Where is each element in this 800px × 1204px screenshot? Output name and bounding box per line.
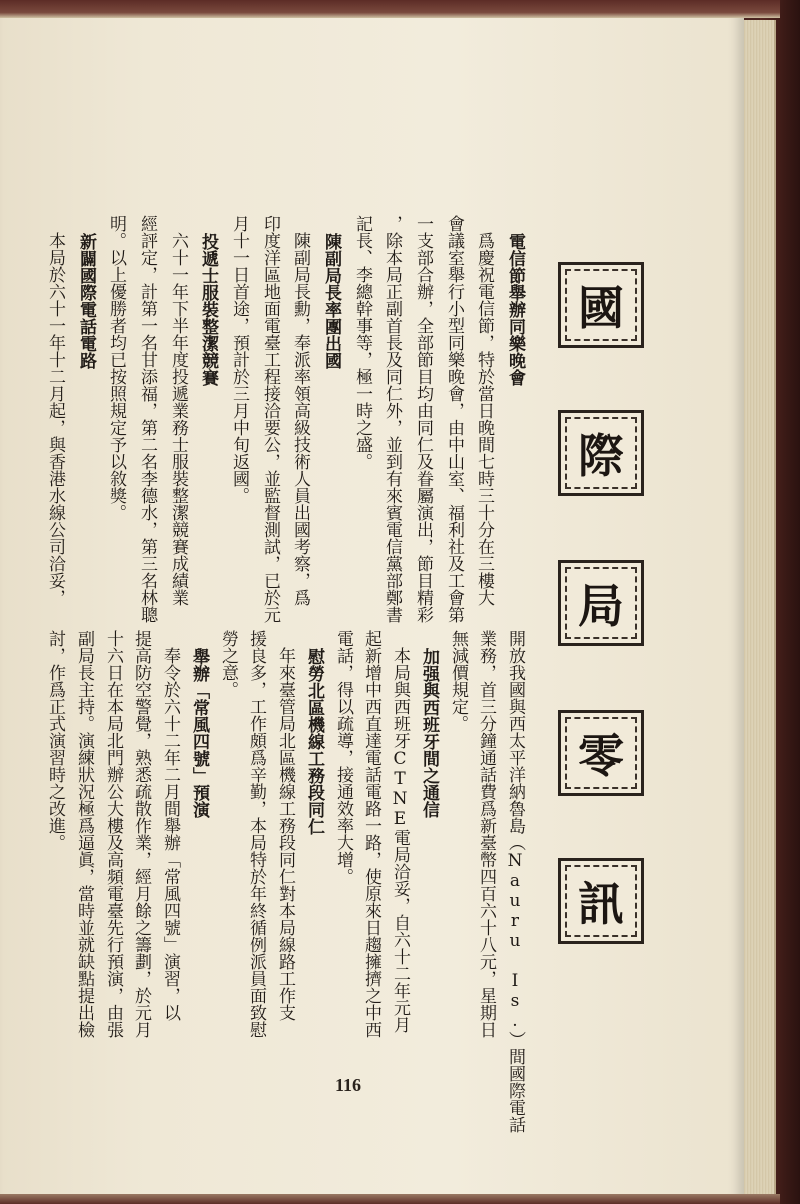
article-text: 年來臺管局北區機線工務段同仁對本局線路工作支 [275,630,295,1021]
page-top-edge [0,0,780,18]
article-text: 陳副局長勳，奉派率領高級技術人員出國考察，爲 [290,215,310,606]
article-text: 明。以上優勝者均已按照規定予以敘獎。 [106,215,126,521]
article-text: 電話，得以疏導，接通效率大增。 [333,630,353,885]
article-text: 經評定，計第一名甘添福，第二名李德水，第三名林聰 [137,215,157,623]
article-text: 開放我國與西太平洋納魯島（Nauru Is.）間國際電話 [505,630,525,1133]
article-text: 奉令於六十二年二月間舉辦「常風四號」演習，以 [160,630,180,1021]
article-heading: 投遞士服裝整潔競賽 [198,233,218,386]
article-heading: 電信節舉辦同樂晚會 [505,233,525,386]
page-bottom-edge [0,1194,780,1204]
article-heading: 慰勞北區機線工務段同仁 [304,648,324,835]
article-text: 討，作爲正式演習時之改進。 [45,630,65,851]
article-text: 十六日在本局北門辦公大樓及高頻電臺先行預演，由張 [103,630,123,1038]
article-text: 業務，首三分鐘通話費爲新臺幣四百六十八元，星期日 [476,630,496,1038]
title-char: 際 [578,429,624,483]
title-box-3 [558,560,644,646]
article-text: 本局與西班牙CTNE電局洽妥，自六十二年元月 [390,630,410,1033]
page-number: 116 [335,1075,362,1095]
article-text: 月十一日首途，預計於三月中旬返國。 [229,215,249,504]
article-text: 援良多，工作頗爲辛勤，本局特於年終循例派員面致慰 [246,630,266,1038]
article-heading: 舉辦「常風四號」預演 [189,648,209,818]
article-text: 提高防空警覺，熟悉疏散作業，經月餘之籌劃，於元月 [131,630,151,1038]
title-box-5 [558,858,644,944]
title-box-4 [558,710,644,796]
article-text: ，除本局正副首長及同仁外，並到有來賓電信黨部鄭書 [382,215,402,623]
article-text: 副局長主持。演練狀況極爲逼眞，當時並就缺點提出檢 [74,630,94,1038]
title-char: 零 [578,729,624,783]
article-text: 印度洋區地面電臺工程接洽要公，並監督測試，已於元 [260,215,280,623]
article-text: 一支部合辦，全部節目均由同仁及眷屬演出，節目精彩 [413,215,433,623]
article-heading: 新闢國際電話電路 [76,233,96,369]
article-text: 無減價規定。 [448,630,468,732]
article-text: 本局於六十一年十二月起，與香港水線公司洽妥， [45,215,65,606]
article-heading: 陳副局長率團出國 [321,233,341,369]
article-heading: 加强與西班牙間之通信 [419,648,439,818]
page-stack-edge [744,20,776,1195]
title-box-1 [558,262,644,348]
article-text: 爲慶祝電信節，特於當日晚間七時三十分在三樓大 [474,215,494,606]
article-text: 六十一年下半年度投遞業務士服裝整潔競賽成績業 [168,215,188,606]
article-text: 起新增中西直達電話電路一路，使原來日趨擁擠之中西 [361,630,381,1038]
title-box-2 [558,410,644,496]
article-text: 記長、李總幹事等，極一時之盛。 [352,215,372,470]
title-char: 國 [578,281,624,335]
article-text: 會議室舉行小型同樂晚會，由中山室、福利社及工會第 [444,215,464,623]
article-text: 勞之意。 [218,630,238,698]
title-char: 訊 [578,877,624,931]
title-char: 局 [578,579,624,633]
